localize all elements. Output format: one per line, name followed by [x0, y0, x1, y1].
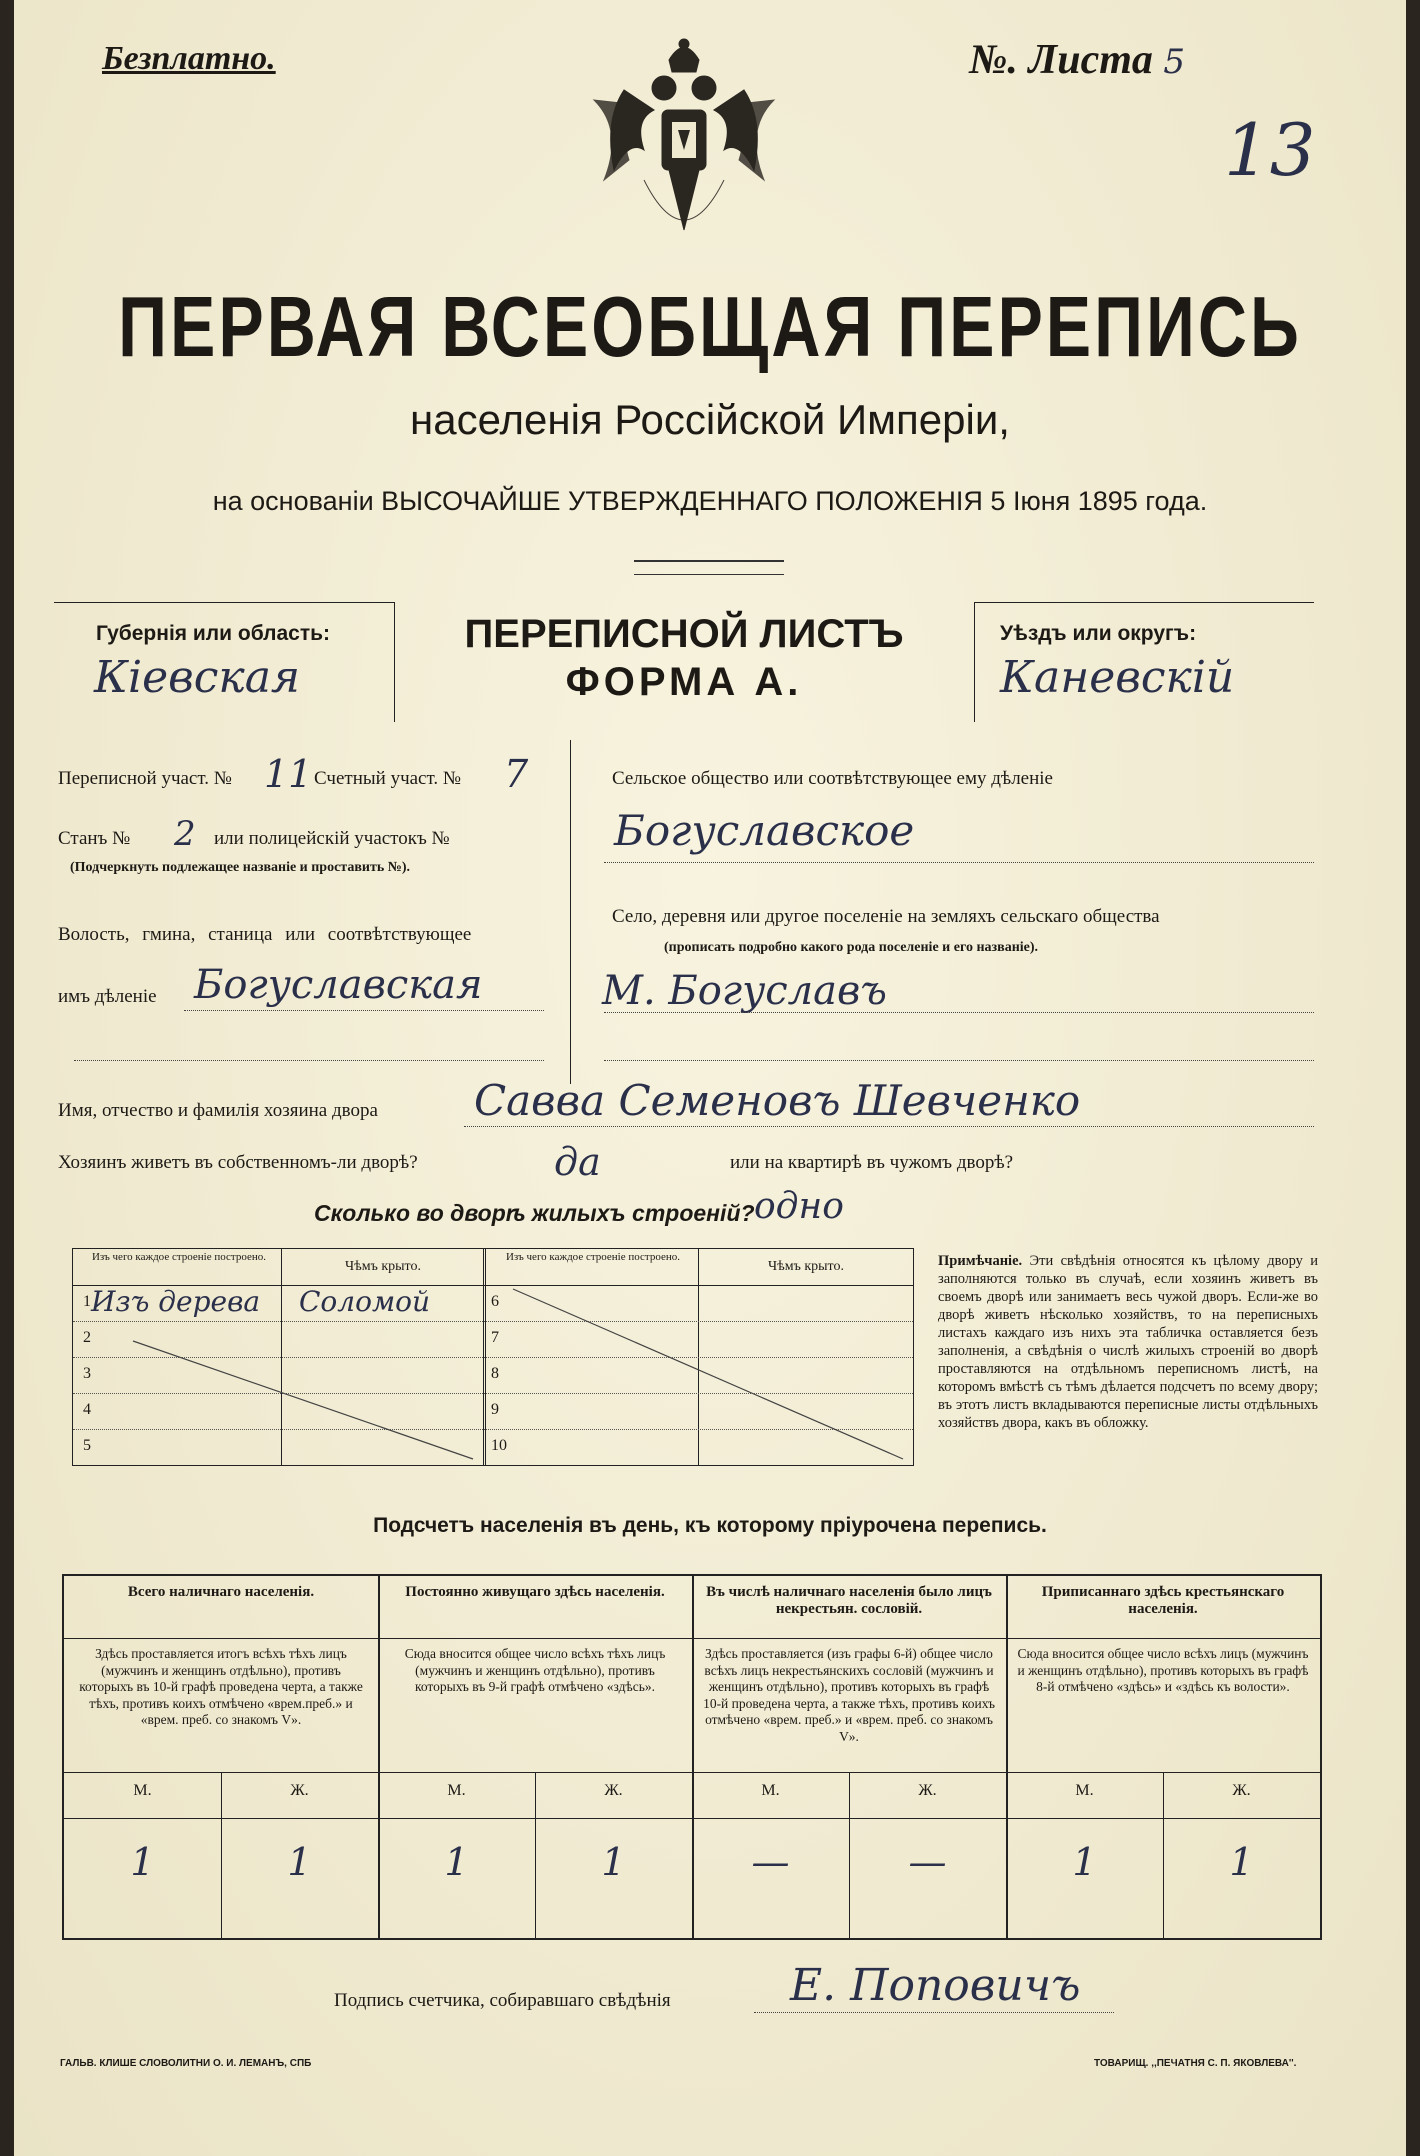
lives-value: да [554, 1140, 601, 1184]
count-description: Здѣсь проставляется (изъ графы 6-й) общее число всѣхъ лицъ некрестьянскихъ сословій (мужчинъ и женщинъ отдѣльно), противъ которыхъ въ графѣ 10-й проведена черта, а также тѣхъ, противъ коихъ отмѣчено «врем. преб.» и «врем. преб. со знакомъ V». [703, 1646, 995, 1744]
note-label: Примѣчаніе. [938, 1253, 1023, 1269]
census-sheet [14, 0, 1406, 2156]
count-zh-label: Ж. [290, 1782, 309, 1799]
buildings-table [72, 1248, 914, 1466]
print-left: ГАЛЬВ. КЛИШЕ СЛОВОЛИТНИ О. И. ЛЕМАНЪ, СПБ [60, 2058, 312, 2069]
row1-roof: Соломой [299, 1285, 431, 1318]
count-m-label: М. [133, 1782, 152, 1799]
buildings-label: Сколько во дворѣ жилыхъ строеній? [314, 1200, 755, 1226]
bt-row-number: 3 [83, 1365, 91, 1382]
bt-row-number: 5 [83, 1437, 91, 1454]
selskoe-label: Сельское общество или соотвѣтствующее ему дѣленіе [612, 768, 1053, 789]
stan-label: Станъ № [58, 828, 131, 849]
signature-value: Е. Поповичъ [790, 1960, 1081, 2011]
row1-material: Изъ дерева [91, 1285, 261, 1318]
sheet-number [969, 36, 1185, 84]
bt-row-number: 10 [491, 1437, 507, 1454]
bt-row-number: 6 [491, 1293, 499, 1310]
signature-line [754, 2012, 1114, 2013]
count-header: Постоянно живущаго здѣсь населенія. [405, 1584, 665, 1600]
bt-row-number: 2 [83, 1329, 91, 1346]
page-number-handwritten: 13 [1224, 108, 1316, 192]
uezd-value: Каневскій [1000, 652, 1235, 703]
count-header: Всего наличнаго населенія. [127, 1584, 315, 1600]
bt-row-number: 1 [83, 1293, 91, 1310]
bt-row-number: 8 [491, 1365, 499, 1382]
legal-basis: на основаніи ВЫСОЧАЙШЕ УТВЕРЖДЕННАГО ПОЛОЖЕНІЯ 5 Іюня 1895 года. [212, 486, 1208, 516]
free-label: Безплатно. [102, 40, 276, 77]
binding-edge-left [0, 0, 14, 2156]
count-value: 1 [1072, 1840, 1097, 1884]
count-m-label: М. [447, 1782, 466, 1799]
bt-col1-left: Изъ чего каждое строеніе построено. [91, 1251, 267, 1263]
count-description: Сюда вносится общее число всѣхъ лицъ (мужчинъ и женщинъ отдѣльно), противъ которыхъ въ графѣ 8-й отмѣчено «здѣсь» и «здѣсь къ волости». [1017, 1646, 1309, 1694]
form-title: ПЕРЕПИСНОЙ ЛИСТЪ [464, 612, 904, 656]
lives-label: Хозяинъ живетъ въ собственномъ-ли дворѣ? [58, 1152, 418, 1173]
selo-label: Село, деревня или другое поселеніе на земляхъ сельскаго общества [612, 906, 1160, 927]
bt-row-number: 4 [83, 1401, 91, 1418]
selo-note: (прописать подробно какого рода поселеніе и его названіе). [664, 940, 1039, 955]
volost-label: Волость, гмина, станица или соотвѣтствующее [58, 924, 472, 945]
selskoe-value: Богуславское [614, 806, 915, 855]
gubernia-value: Кіевская [94, 652, 301, 703]
owner-line [464, 1126, 1314, 1127]
selo-line-2 [604, 1060, 1314, 1061]
count-description: Здѣсь проставляется итогъ всѣхъ тѣхъ лицъ (мужчинъ и женщинъ отдѣльно), противъ которыхъ въ 10-й графѣ проведена черта, а также тѣхъ, противъ коихъ отмѣчено «врем.преб.» и «врем. преб. со знакомъ V». [79, 1646, 363, 1727]
count-value: 1 [444, 1840, 469, 1884]
bt-row-number: 9 [491, 1401, 499, 1418]
volost-line [184, 1010, 544, 1011]
bt-col2-right: Чѣмъ крыто. [768, 1259, 844, 1274]
buildings-value: одно [754, 1186, 844, 1227]
count-m-label: М. [1075, 1782, 1094, 1799]
subtitle: населенія Россійской Имперіи, [410, 396, 1010, 443]
band-top-left [54, 602, 394, 603]
main-title: ПЕРВАЯ ВСЕОБЩАЯ ПЕРЕПИСЬ [118, 279, 1302, 375]
binding-edge-right [1406, 0, 1420, 2156]
count-value: — [908, 1840, 947, 1884]
schet-uch-value: 7 [504, 752, 529, 796]
note [938, 1252, 1318, 1432]
coat-of-arms-icon [584, 30, 784, 260]
perepis-uch-label: Переписной участ. № [58, 768, 232, 789]
uezd-label: Уѣздъ или округъ: [1000, 622, 1197, 645]
form-subtitle: ФОРМА А. [565, 660, 803, 704]
gubernia-label: Губернія или область: [96, 622, 331, 645]
count-title: Подсчетъ населенія въ день, къ которому пріурочена перепись. [373, 1514, 1047, 1537]
count-row-line [64, 1772, 1320, 1773]
count-m-label: М. [761, 1782, 780, 1799]
bt-col1-right: Изъ чего каждое строеніе построено. [505, 1251, 681, 1263]
volost-label-2: имъ дѣленіе [58, 986, 157, 1007]
stan-note: (Подчеркнуть подлежащее названіе и проставить №). [70, 860, 410, 875]
count-header: Приписаннаго здѣсь крестьянскаго населенія. [1041, 1584, 1285, 1617]
perepis-uch-value: 11 [264, 752, 313, 796]
owner-label: Имя, отчество и фамилія хозяина двора [58, 1100, 378, 1121]
note-text: Эти свѣдѣнія относятся къ цѣлому двору и заполняются только въ случаѣ, если хозяинъ живетъ въ своемъ дворѣ или занимаетъ весь чужой дворъ. Если-же во дворѣ живетъ нѣсколько хозяйствъ, то на переписныхъ листахъ каждаго изъ нихъ эта табличка оставляется безъ заполненія, а свѣдѣнія о числѣ жилыхъ строеній во дворѣ проставляются на отдѣльномъ переписномъ листѣ, на которомъ вмѣстѣ съ тѣмъ дѣлается подсчетъ по всему двору; въ этотъ листъ вкладываются переписные листы отдѣльныхъ хозяйствъ двора, какъ въ обложку. [938, 1253, 1319, 1431]
count-header: Въ числѣ наличнаго населенія было лицъ некрестьян. сословій. [706, 1584, 992, 1617]
selo-line [604, 1012, 1314, 1013]
count-value: 1 [130, 1840, 155, 1884]
stan-value: 2 [174, 814, 196, 854]
volost-line-2 [74, 1060, 544, 1061]
band-v-right [974, 602, 975, 722]
police-label: или полицейскій участокъ № [214, 828, 450, 849]
bt-col2-left: Чѣмъ крыто. [345, 1259, 421, 1274]
crossed-out-lines [73, 1249, 913, 1465]
sheet-no-value: 5 [1163, 42, 1186, 82]
fields-divider [570, 740, 571, 1084]
lives-label-2: или на квартирѣ въ чужомъ дворѣ? [730, 1152, 1014, 1173]
count-header-line [64, 1638, 1320, 1639]
band-top-right [974, 602, 1314, 603]
sheet-no-label: №. Листа [969, 37, 1153, 83]
volost-value: Богуславская [194, 962, 483, 1008]
bt-row-number: 7 [491, 1329, 499, 1346]
count-description: Сюда вносится общее число всѣхъ тѣхъ лицъ (мужчинъ и женщинъ отдѣльно), противъ которыхъ въ 9-й графѣ отмѣчено «здѣсь». [404, 1646, 666, 1694]
count-row-line [64, 1818, 1320, 1819]
count-table [62, 1574, 1322, 1940]
selskoe-line [604, 862, 1314, 863]
print-right: ТОВАРИЩ. ,,ПЕЧАТНЯ С. П. ЯКОВЛЕВА''. [1094, 2058, 1297, 2069]
count-value: — [751, 1840, 790, 1884]
count-value: 1 [287, 1840, 312, 1884]
selo-value: М. Богуславъ [602, 968, 887, 1014]
count-value: 1 [1229, 1840, 1254, 1884]
count-zh-label: Ж. [1232, 1782, 1251, 1799]
count-value: 1 [601, 1840, 626, 1884]
count-zh-label: Ж. [918, 1782, 937, 1799]
count-zh-label: Ж. [604, 1782, 623, 1799]
schet-uch-label: Счетный участ. № [314, 768, 461, 789]
ornament-divider [634, 560, 784, 575]
signature-label: Подпись счетчика, собиравшаго свѣдѣнія [334, 1990, 671, 2011]
owner-value: Савва Семеновъ Шевченко [474, 1076, 1081, 1125]
